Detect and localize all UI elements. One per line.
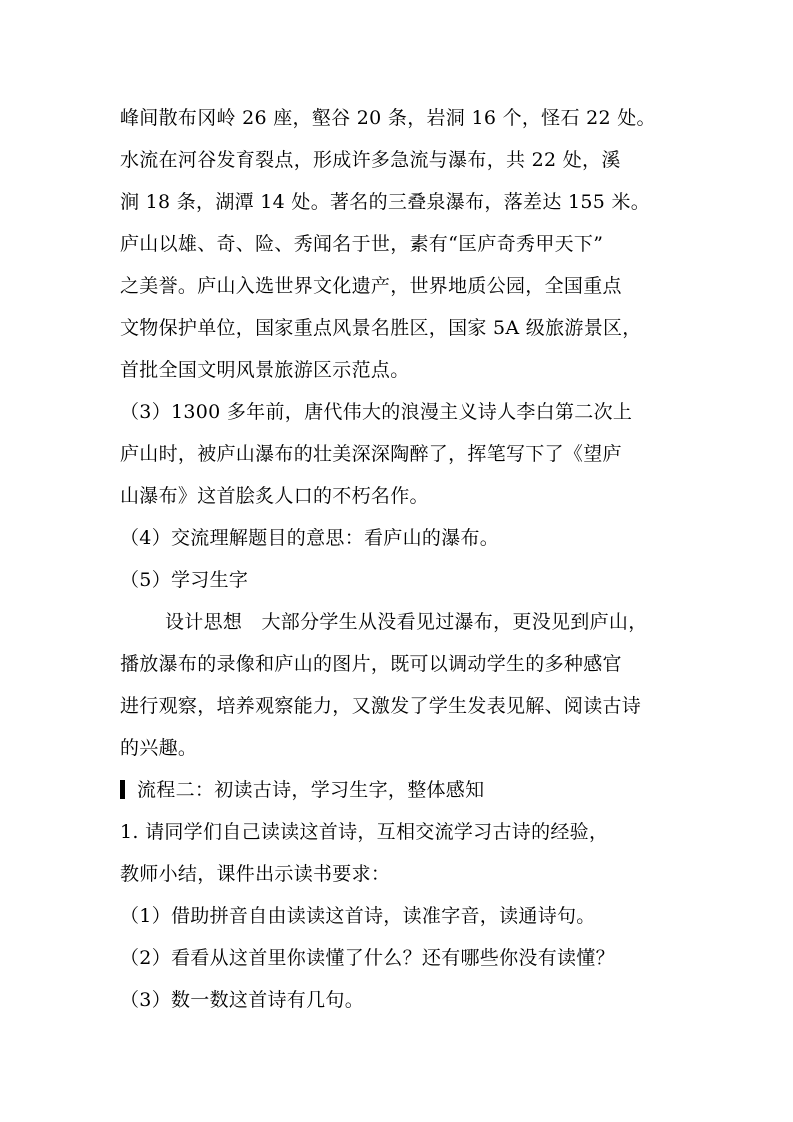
step-1-line: 教师小结，课件出示读书要求： — [120, 863, 391, 885]
design-thought-line: 进行观察，培养观察能力，又激发了学生发表见解、阅读古诗 — [120, 695, 642, 717]
design-thought-line: 播放瀑布的录像和庐山的图片，既可以调动学生的多种感官 — [120, 653, 622, 675]
design-thought-line: 设计思想 大部分学生从没看见过瀑布，更没见到庐山， — [165, 611, 648, 633]
list-item-3: （3）1300 多年前，唐代伟大的浪漫主义诗人李白第二次上 — [120, 401, 633, 423]
list-item-3-continuation: 庐山时，被庐山瀑布的壮美深深陶醉了，挥笔写下了《望庐 — [120, 443, 622, 465]
list-item-3-continuation: 山瀑布》这首脍炙人口的不朽名作。 — [120, 485, 429, 507]
paragraph-line: 涧 18 条，湖潭 14 处。著名的三叠泉瀑布，落差达 155 米。 — [120, 191, 651, 213]
requirement-item: （3）数一数这首诗有几句。 — [120, 989, 364, 1011]
list-item-4: （4）交流理解题目的意思：看庐山的瀑布。 — [120, 527, 500, 549]
list-item-5: （5）学习生字 — [120, 569, 249, 591]
paragraph-line: 峰间散布冈岭 26 座，壑谷 20 条，岩洞 16 个，怪石 22 处。 — [120, 107, 656, 129]
section-heading — [120, 776, 680, 804]
section-heading-text: 流程二：初读古诗，学习生字，整体感知 — [137, 779, 485, 801]
paragraph-line: 水流在河谷发育裂点，形成许多急流与瀑布，共 22 处，溪 — [120, 149, 621, 171]
step-1-line: 1. 请同学们自己读读这首诗，互相交流学习古诗的经验， — [120, 821, 609, 843]
paragraph-line: 首批全国文明风景旅游区示范点。 — [120, 359, 410, 381]
paragraph-line: 庐山以雄、奇、险、秀闻名于世，素有“匡庐奇秀甲天下” — [120, 233, 604, 255]
requirement-item: （2）看看从这首里你读懂了什么？还有哪些你没有读懂？ — [120, 947, 615, 969]
paragraph-line: 文物保护单位，国家重点风景名胜区，国家 5A 级旅游景区， — [120, 317, 642, 339]
heading-bar-icon — [120, 780, 125, 799]
requirement-item: （1）借助拼音自由读读这首诗，读准字音，读通诗句。 — [120, 905, 596, 927]
paragraph-line: 之美誉。庐山入选世界文化遗产，世界地质公园，全国重点 — [120, 275, 622, 297]
design-thought-line: 的兴趣。 — [120, 737, 198, 759]
